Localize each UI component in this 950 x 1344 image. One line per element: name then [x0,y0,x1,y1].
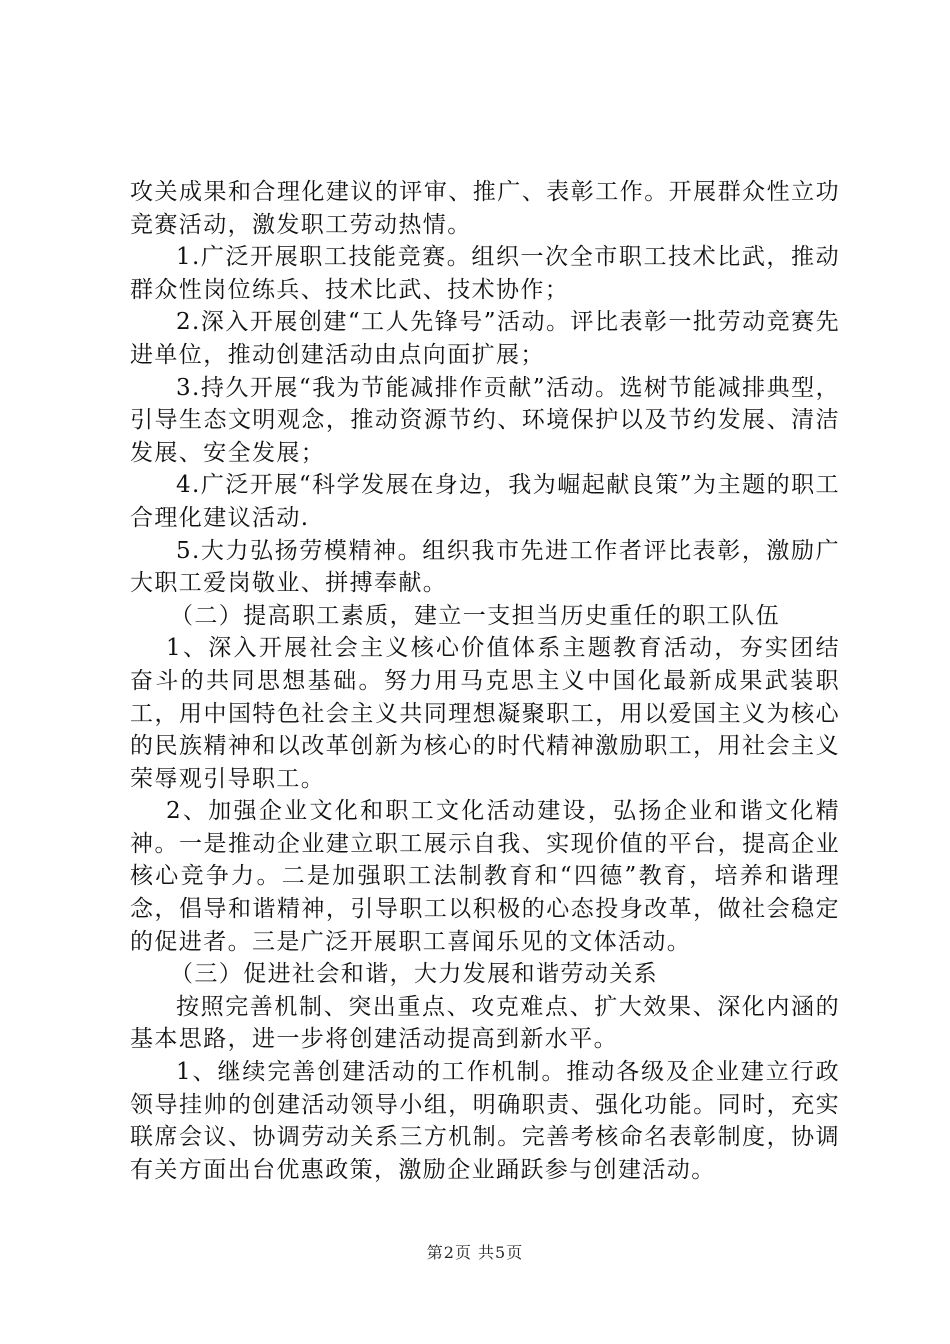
paragraph-item-5: 5.大力弘扬劳模精神。组织我市先进工作者评比表彰，激励广大职工爱岗敬业、拼搏奉献。 [130,537,840,597]
paragraph-section3-item-1: 1、继续完善创建活动的工作机制。推动各级及企业建立行政领导挂帅的创建活动领导小组，明确职责、强化功能。同时，充实联席会议、协调劳动关系三方机制。完善考核命名表彰制度，协调有关方面出台优惠政策，激励企业踊跃参与创建活动。 [130,1059,840,1183]
page-number-footer: 第2页 共5页 [426,1243,524,1262]
paragraph-section3-intro: 按照完善机制、突出重点、攻克难点、扩大效果、深化内涵的基本思路，进一步将创建活动提高到新水平。 [130,993,840,1053]
paragraph-section2-item-1: 1、深入开展社会主义核心价值体系主题教育活动，夯实团结奋斗的共同思想基础。努力用马克思主义中国化最新成果武装职工，用中国特色社会主义共同理想凝聚职工，用以爱国主义为核心的民族精神和以改革创新为核心的时代精神激励职工，用社会主义荣辱观引导职工。 [130,635,840,792]
section-heading-3: （三）促进社会和谐，大力发展和谐劳动关系 [170,961,658,988]
paragraph-item-2: 2.深入开展创建“工人先锋号”活动。评比表彰一批劳动竞赛先进单位，推动创建活动由点向面扩展； [130,309,840,368]
paragraph-section2-item-2: 2、加强企业文化和职工文化活动建设，弘扬企业和谐文化精神。一是推动企业建立职工展示自我、实现价值的平台，提高企业核心竞争力。二是加强职工法制教育和“四德”教育，培养和谐理念，倡导和谐精神，引导职工以积极的心态投身改革，做社会稳定的促进者。三是广泛开展职工喜闻乐见的文体活动。 [130,798,840,955]
paragraph-item-3: 3.持久开展“我为节能减排作贡献”活动。选树节能减排典型，引导生态文明观念，推动资源节约、环境保护以及节约发展、清洁发展、安全发展； [130,374,840,466]
document-body [130,176,840,1186]
section-heading-2: （二）提高职工素质，建立一支担当历史重任的职工队伍 [170,602,780,629]
paragraph-item-4: 4.广泛开展“科学发展在身边，我为崛起献良策”为主题的职工合理化建议活动. [130,472,840,531]
paragraph-continuation: 攻关成果和合理化建议的评审、推广、表彰工作。开展群众性立功竞赛活动，激发职工劳动热情。 [130,179,840,238]
paragraph-item-1: 1.广泛开展职工技能竞赛。组织一次全市职工技术比武，推动群众性岗位练兵、技术比武、技术协作； [130,244,840,303]
